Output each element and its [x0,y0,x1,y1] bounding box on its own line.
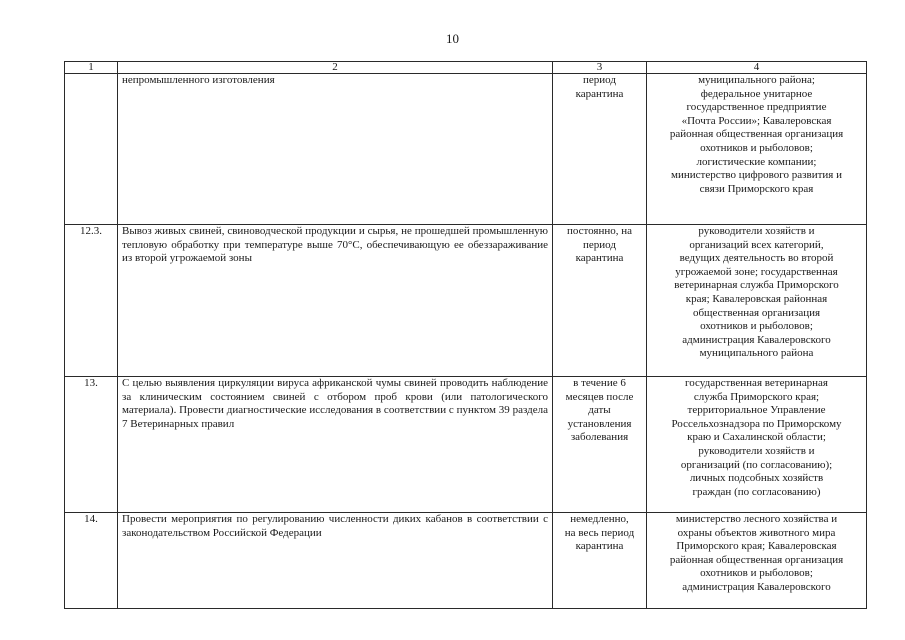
measure-cell [118,74,553,225]
term-cell [553,74,647,225]
measure-text: непромышленного изготовления [122,74,275,86]
measures-table [64,61,867,609]
measure-text: С целью выявления циркуляции вируса африканской чумы свиней проводить наблюдение за клиническим состоянием свиней с отбором проб крови (или патологического материала). Провести диагностические исследования в соответствии с пунктом 39 раздела 7 Ветеринарных правил [122,377,548,430]
column-header: 4 [647,62,867,74]
executors-cell [647,225,867,377]
term-text: период карантина [575,74,624,100]
term-cell [553,225,647,377]
column-header: 3 [553,62,647,74]
term-cell [553,377,647,513]
row-number-cell [65,225,118,377]
table-row [65,225,867,377]
page-number: 10 [446,31,459,46]
executors-text: руководители хозяйств и организаций всех категорий, ведущих деятельность во второй угрожаемой зоне; государственная ветеринарная служба Приморского края; Кавалеровская районная общественная организация охотников и рыболовов; администрация Кавалеровского муниципального района [674,225,839,360]
row-number: 12.3. [80,225,102,237]
executors-text: министерство лесного хозяйства и охраны объектов животного мира Приморского края; Кавалеровская районная общественная организация охотников и рыболовов; администрация Кавалеровского [669,513,844,593]
column-header: 2 [118,62,553,74]
measure-cell [118,225,553,377]
measure-text: Провести мероприятия по регулированию численности диких кабанов в соответствии с законодательством Российской Федерации [122,513,548,539]
term-text: в течение 6 месяцев после даты установления заболевания [565,377,634,444]
table-row [65,74,867,225]
row-number: 13. [84,377,98,389]
measure-cell [118,377,553,513]
term-text: постоянно, на период карантина [566,225,633,265]
executors-cell [647,377,867,513]
executors-text: государственная ветеринарная служба Приморского края; территориальное Управление Россельхознадзора по Приморскому краю и Сахалинской области; руководители хозяйств и организаций (по согласованию); личных подсобных хозяйств граждан (по согласованию) [671,377,842,498]
term-cell [553,513,647,609]
measure-text: Вывоз живых свиней, свиноводческой продукции и сырья, не прошедшей промышленную тепловую обработку при температуре выше 70°С, обеспечивающую ее обеззараживание из второй угрожаемой зоны [122,225,548,265]
column-header: 1 [65,62,118,74]
term-text: немедленно, на весь период карантина [564,513,635,553]
table-header-row [65,62,867,74]
table-row [65,513,867,609]
table-row [65,377,867,513]
executors-cell [647,74,867,225]
measure-cell [118,513,553,609]
row-number-cell [65,513,118,609]
row-number-cell [65,377,118,513]
row-number-cell [65,74,118,225]
row-number: 14. [84,513,98,525]
executors-text: муниципального района; федеральное унитарное государственное предприятие «Почта России»; Кавалеровская районная общественная организация охотников и рыболовов; логистические компании; министерство цифрового развития и связи Приморского края [669,74,844,195]
executors-cell [647,513,867,609]
